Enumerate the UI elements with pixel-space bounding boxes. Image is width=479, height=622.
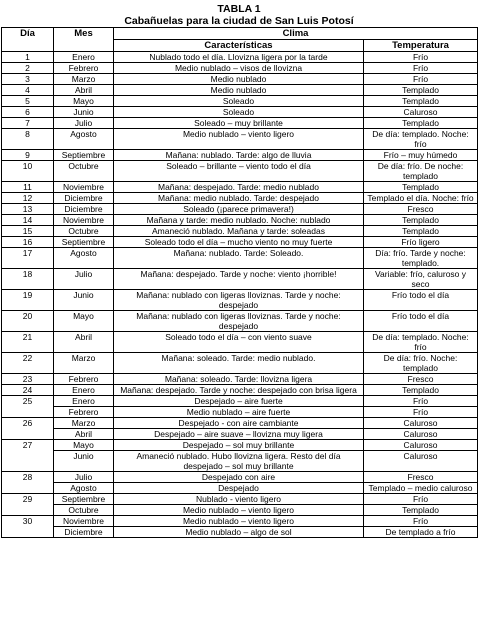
table-row — [2, 494, 478, 505]
cell-temperatura: Templado — [364, 96, 478, 107]
table-row — [2, 74, 478, 85]
cell-temperatura: Caluroso — [364, 451, 478, 472]
table-row — [2, 215, 478, 226]
cell-mes: Diciembre — [54, 527, 114, 538]
table-row — [2, 483, 478, 494]
cell-temperatura: Templado — [364, 118, 478, 129]
table-row — [2, 385, 478, 396]
cell-dia: 5 — [2, 96, 54, 107]
cell-dia: 30 — [2, 516, 54, 538]
cell-dia: 15 — [2, 226, 54, 237]
cell-mes: Julio — [54, 269, 114, 290]
cell-temperatura: Frío — [364, 494, 478, 505]
cell-dia: 24 — [2, 385, 54, 396]
cell-dia: 26 — [2, 418, 54, 440]
cell-temperatura: Templado — [364, 85, 478, 96]
header-row — [2, 28, 478, 40]
cell-temperatura: Templado — [364, 215, 478, 226]
cell-caracteristicas: Nublado - viento ligero — [114, 494, 364, 505]
cell-temperatura: Caluroso — [364, 107, 478, 118]
cell-dia: 22 — [2, 353, 54, 374]
table-row — [2, 311, 478, 332]
cell-temperatura: Frío – muy húmedo — [364, 150, 478, 161]
cell-mes: Noviembre — [54, 215, 114, 226]
cell-caracteristicas: Despejado – aire suave – llovizna muy ligera — [114, 429, 364, 440]
cell-dia: 28 — [2, 472, 54, 494]
cell-dia: 9 — [2, 150, 54, 161]
cell-temperatura: Frío — [364, 516, 478, 527]
table-row — [2, 290, 478, 311]
table-row — [2, 472, 478, 483]
cell-temperatura: Templado – medio caluroso — [364, 483, 478, 494]
cell-dia: 21 — [2, 332, 54, 353]
cell-mes: Abril — [54, 429, 114, 440]
cell-temperatura: De día: frío. De noche: templado — [364, 161, 478, 182]
table-row — [2, 396, 478, 407]
cell-temperatura: De día: frío. Noche: templado — [364, 353, 478, 374]
cell-caracteristicas: Soleado – muy brillante — [114, 118, 364, 129]
cell-caracteristicas: Mañana: soleado. Tarde: medio nublado. — [114, 353, 364, 374]
cell-dia: 27 — [2, 440, 54, 472]
cell-caracteristicas: Mañana: despejado. Tarde y noche: despejado con brisa ligera — [114, 385, 364, 396]
cell-temperatura: Frío ligero — [364, 237, 478, 248]
document-page — [1, 3, 477, 538]
cell-mes: Mayo — [54, 96, 114, 107]
cell-caracteristicas: Medio nublado – viento ligero — [114, 505, 364, 516]
cell-caracteristicas: Despejado – aire fuerte — [114, 396, 364, 407]
cell-mes: Febrero — [54, 407, 114, 418]
cell-caracteristicas: Medio nublado – visos de llovizna — [114, 63, 364, 74]
cell-caracteristicas: Medio nublado – viento ligero — [114, 129, 364, 150]
cell-caracteristicas: Mañana: nublado con ligeras lloviznas. Tarde y noche: despejado — [114, 311, 364, 332]
header-temperatura: Temperatura — [364, 40, 478, 52]
cell-dia: 11 — [2, 182, 54, 193]
cell-mes: Mayo — [54, 311, 114, 332]
cell-caracteristicas: Medio nublado — [114, 74, 364, 85]
cell-dia: 20 — [2, 311, 54, 332]
cell-dia: 10 — [2, 161, 54, 182]
table-row — [2, 418, 478, 429]
cell-temperatura: Fresco — [364, 374, 478, 385]
cell-mes: Abril — [54, 332, 114, 353]
cell-caracteristicas: Despejado — [114, 483, 364, 494]
cell-mes: Enero — [54, 52, 114, 63]
cell-mes: Diciembre — [54, 193, 114, 204]
table-row — [2, 129, 478, 150]
cell-caracteristicas: Soleado todo el día – con viento suave — [114, 332, 364, 353]
table-title: TABLA 1 — [217, 3, 261, 15]
cell-mes: Septiembre — [54, 494, 114, 505]
cell-caracteristicas: Amaneció nublado. Mañana y tarde: soleadas — [114, 226, 364, 237]
cell-caracteristicas: Soleado todo el día – mucho viento no muy fuerte — [114, 237, 364, 248]
cell-caracteristicas: Medio nublado – aire fuerte — [114, 407, 364, 418]
cell-caracteristicas: Soleado (¡parece primavera!) — [114, 204, 364, 215]
cell-mes: Febrero — [54, 63, 114, 74]
cell-caracteristicas: Amaneció nublado. Hubo llovizna ligera. Resto del día despejado – sol muy brillante — [114, 451, 364, 472]
cell-mes: Julio — [54, 472, 114, 483]
table-row — [2, 182, 478, 193]
table-row — [2, 204, 478, 215]
cell-temperatura: Caluroso — [364, 418, 478, 429]
table-row — [2, 226, 478, 237]
cell-caracteristicas: Mañana y tarde: medio nublado. Noche: nublado — [114, 215, 364, 226]
table-row — [2, 161, 478, 182]
cell-caracteristicas: Soleado — [114, 107, 364, 118]
cell-mes: Noviembre — [54, 182, 114, 193]
cell-mes: Septiembre — [54, 237, 114, 248]
cell-dia: 16 — [2, 237, 54, 248]
cell-temperatura: Frío — [364, 63, 478, 74]
table-row — [2, 150, 478, 161]
cell-temperatura: Variable: frío, caluroso y seco — [364, 269, 478, 290]
cell-caracteristicas: Despejado con aire — [114, 472, 364, 483]
cell-dia: 12 — [2, 193, 54, 204]
cell-temperatura: De día: templado. Noche: frío — [364, 129, 478, 150]
cell-mes: Diciembre — [54, 204, 114, 215]
cell-mes: Agosto — [54, 483, 114, 494]
table-row — [2, 52, 478, 63]
cell-temperatura: Frío — [364, 396, 478, 407]
cell-temperatura: Frío todo el día — [364, 311, 478, 332]
table-row — [2, 527, 478, 538]
cell-temperatura: De día: templado. Noche: frío — [364, 332, 478, 353]
cell-mes: Octubre — [54, 226, 114, 237]
table-row — [2, 118, 478, 129]
cell-dia: 4 — [2, 85, 54, 96]
table-body — [2, 52, 478, 538]
header-caracteristicas: Características — [114, 40, 364, 52]
cell-temperatura: De templado a frío — [364, 527, 478, 538]
cell-temperatura: Templado — [364, 226, 478, 237]
cell-dia: 14 — [2, 215, 54, 226]
cell-caracteristicas: Soleado – brillante – viento todo el día — [114, 161, 364, 182]
table-row — [2, 248, 478, 269]
cell-temperatura: Fresco — [364, 472, 478, 483]
cell-caracteristicas: Despejado – sol muy brillante — [114, 440, 364, 451]
table-row — [2, 96, 478, 107]
cell-caracteristicas: Mañana: nublado. Tarde: Soleado. — [114, 248, 364, 269]
cell-temperatura: Templado — [364, 385, 478, 396]
cell-temperatura: Frío — [364, 407, 478, 418]
table-row — [2, 353, 478, 374]
cell-caracteristicas: Mañana: despejado. Tarde: medio nublado — [114, 182, 364, 193]
cell-temperatura: Frío — [364, 52, 478, 63]
table-row — [2, 85, 478, 96]
cell-temperatura: Templado — [364, 182, 478, 193]
cell-mes: Junio — [54, 107, 114, 118]
cell-temperatura: Fresco — [364, 204, 478, 215]
cell-mes: Febrero — [54, 374, 114, 385]
cell-dia: 7 — [2, 118, 54, 129]
table-subtitle: Cabañuelas para la ciudad de San Luis Potosí — [124, 15, 354, 27]
table-row — [2, 269, 478, 290]
cell-mes: Enero — [54, 385, 114, 396]
table-row — [2, 516, 478, 527]
cell-caracteristicas: Nublado todo el día. Llovizna ligera por la tarde — [114, 52, 364, 63]
cell-caracteristicas: Medio nublado — [114, 85, 364, 96]
table-row — [2, 374, 478, 385]
cell-temperatura: Caluroso — [364, 440, 478, 451]
cell-temperatura: Día: frío. Tarde y noche: templado. — [364, 248, 478, 269]
table-row — [2, 237, 478, 248]
header-mes: Mes — [54, 28, 114, 52]
cell-mes: Abril — [54, 85, 114, 96]
header-dia: Día — [2, 28, 54, 52]
cell-temperatura: Caluroso — [364, 429, 478, 440]
cabanuelas-table — [1, 27, 478, 538]
table-row — [2, 407, 478, 418]
cell-caracteristicas: Medio nublado – algo de sol — [114, 527, 364, 538]
table-row — [2, 332, 478, 353]
cell-dia: 29 — [2, 494, 54, 516]
cell-mes: Marzo — [54, 74, 114, 85]
cell-caracteristicas: Despejado - con aire cambiante — [114, 418, 364, 429]
cell-dia: 17 — [2, 248, 54, 269]
cell-mes: Octubre — [54, 161, 114, 182]
cell-mes: Junio — [54, 451, 114, 472]
cell-mes: Enero — [54, 396, 114, 407]
cell-caracteristicas: Mañana: medio nublado. Tarde: despejado — [114, 193, 364, 204]
cell-dia: 25 — [2, 396, 54, 418]
cell-mes: Julio — [54, 118, 114, 129]
cell-dia: 6 — [2, 107, 54, 118]
cell-mes: Noviembre — [54, 516, 114, 527]
cell-mes: Agosto — [54, 129, 114, 150]
cell-caracteristicas: Mañana: nublado. Tarde: algo de lluvia — [114, 150, 364, 161]
header-clima: Clima — [114, 28, 478, 40]
cell-dia: 18 — [2, 269, 54, 290]
cell-temperatura: Templado — [364, 505, 478, 516]
cell-caracteristicas: Medio nublado – viento ligero — [114, 516, 364, 527]
cell-caracteristicas: Mañana: nublado con ligeras lloviznas. Tarde y noche: despejado — [114, 290, 364, 311]
cell-mes: Marzo — [54, 418, 114, 429]
cell-mes: Agosto — [54, 248, 114, 269]
cell-temperatura: Templado el día. Noche: frío — [364, 193, 478, 204]
table-row — [2, 505, 478, 516]
table-row — [2, 63, 478, 74]
cell-caracteristicas: Mañana: soleado. Tarde: llovizna ligera — [114, 374, 364, 385]
table-row — [2, 429, 478, 440]
cell-dia: 2 — [2, 63, 54, 74]
cell-mes: Septiembre — [54, 150, 114, 161]
cell-dia: 23 — [2, 374, 54, 385]
table-row — [2, 193, 478, 204]
cell-dia: 8 — [2, 129, 54, 150]
cell-dia: 1 — [2, 52, 54, 63]
cell-caracteristicas: Mañana: despejado. Tarde y noche: viento ¡horrible! — [114, 269, 364, 290]
cell-mes: Junio — [54, 290, 114, 311]
cell-caracteristicas: Soleado — [114, 96, 364, 107]
cell-dia: 19 — [2, 290, 54, 311]
cell-temperatura: Frío todo el día — [364, 290, 478, 311]
cell-mes: Marzo — [54, 353, 114, 374]
table-row — [2, 451, 478, 472]
table-row — [2, 107, 478, 118]
cell-mes: Mayo — [54, 440, 114, 451]
cell-mes: Octubre — [54, 505, 114, 516]
cell-temperatura: Frío — [364, 74, 478, 85]
cell-dia: 3 — [2, 74, 54, 85]
table-row — [2, 440, 478, 451]
cell-dia: 13 — [2, 204, 54, 215]
